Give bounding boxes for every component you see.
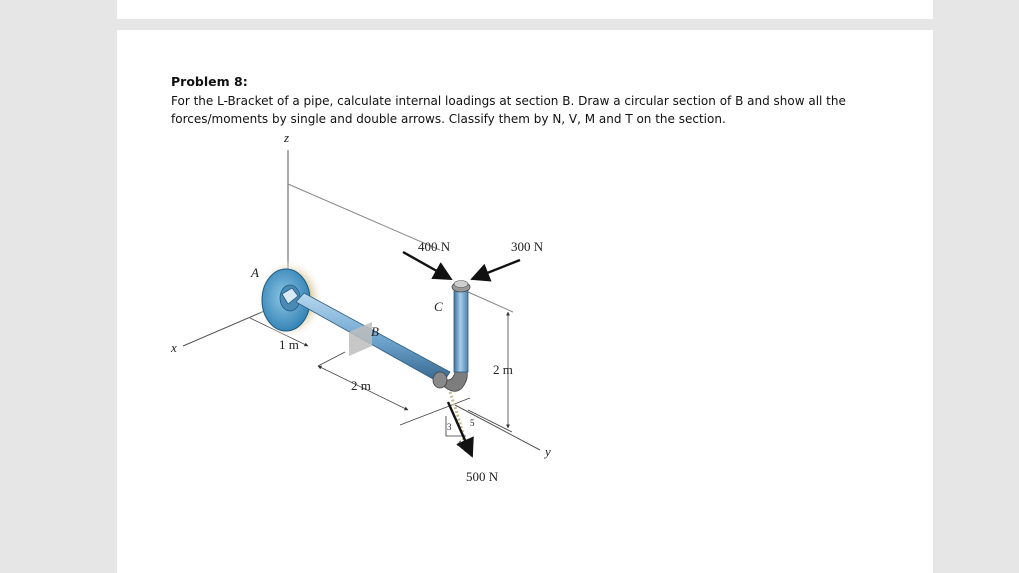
vertical-pipe	[454, 290, 468, 372]
elbow-joint	[433, 372, 447, 388]
reference-axes	[183, 150, 540, 450]
point-a-label: A	[251, 265, 259, 280]
dim-2m-vertical-label: 2 m	[493, 362, 513, 377]
force-300n-arrow	[472, 260, 520, 279]
pipe-cap-c-top	[454, 281, 468, 288]
slope-4-label: 4	[457, 439, 462, 449]
problem-statement-line-1: For the L-Bracket of a pipe, calculate internal loadings at section B. Draw a circular section of B and show all the	[171, 94, 846, 108]
force-300n-label: 300 N	[511, 239, 544, 254]
force-400n-label: 400 N	[418, 239, 451, 254]
point-c-label: C	[434, 299, 443, 314]
y-axis-line	[455, 405, 540, 450]
dim-ext-2	[468, 410, 512, 432]
force-500n-label: 500 N	[466, 469, 499, 484]
dim-ext-3	[318, 352, 345, 366]
point-b-label: B	[371, 324, 379, 339]
axis-z-label: z	[284, 130, 290, 145]
slope-5-label: 5	[470, 418, 475, 428]
l-bracket-figure	[117, 30, 933, 573]
slope-3-label: 3	[447, 422, 452, 432]
axis-y-label: y	[545, 444, 551, 459]
previous-page-strip	[117, 0, 933, 19]
dim-2m-horizontal-label: 2 m	[351, 378, 371, 393]
dim-ext-1	[400, 398, 470, 425]
dim-1m-label: 1 m	[279, 337, 299, 352]
ground-line-1	[468, 292, 513, 312]
force-400n-arrow	[403, 252, 451, 279]
problem-title: Problem 8:	[171, 74, 248, 89]
problem-statement-line-2: forces/moments by single and double arrows. Classify them by N, V, M and T on the section.	[171, 112, 726, 126]
axis-x-label: x	[171, 340, 177, 355]
document-page	[117, 30, 933, 573]
